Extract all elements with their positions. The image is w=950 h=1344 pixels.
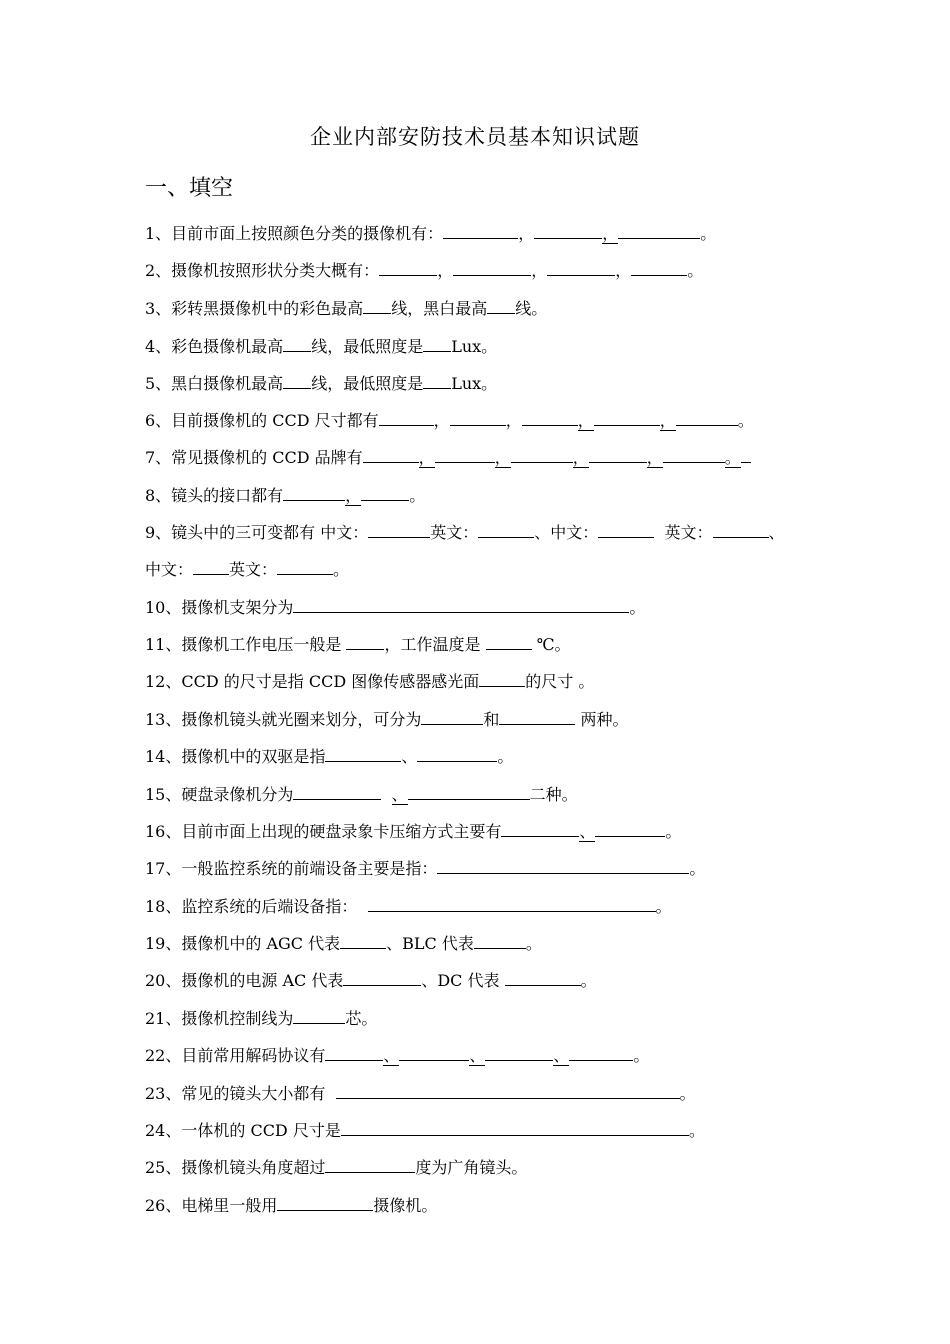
question-6: 6、目前摄像机的 CCD 尺寸都有 ， ， ， ， 。 bbox=[145, 411, 754, 430]
blank[interactable] bbox=[325, 1156, 415, 1173]
blank[interactable] bbox=[423, 335, 451, 352]
blank[interactable] bbox=[368, 521, 430, 538]
question-9: 9、镜头中的三可变都有 中文： 英文： 、中文： 英文： 、 bbox=[145, 523, 785, 542]
blank[interactable] bbox=[589, 446, 647, 463]
blank[interactable] bbox=[293, 596, 629, 613]
blank[interactable] bbox=[277, 1194, 373, 1211]
question-7: 7、常见摄像机的 CCD 品牌有 ， ， ， ， 。 bbox=[145, 446, 751, 468]
blank[interactable] bbox=[499, 708, 575, 725]
blank[interactable] bbox=[293, 1007, 345, 1024]
blank[interactable] bbox=[399, 1044, 469, 1061]
blank[interactable] bbox=[379, 409, 434, 426]
question-15: 15、硬盘录像机分为 、 二种。 bbox=[145, 785, 578, 804]
question-17: 17、一般监控系统的前端设备主要是指： 。 bbox=[145, 859, 706, 878]
blank[interactable] bbox=[293, 783, 381, 800]
question-13: 13、摄像机镜头就光圈来划分，可分为 和 两种。 bbox=[145, 710, 629, 729]
blank[interactable] bbox=[534, 222, 602, 239]
blank[interactable] bbox=[325, 745, 401, 762]
blank[interactable] bbox=[341, 1119, 689, 1136]
question-1: 1、目前市面上按照颜色分类的摄像机有： ， ， 。 bbox=[145, 224, 717, 243]
blank[interactable] bbox=[283, 335, 311, 352]
blank[interactable] bbox=[340, 932, 386, 949]
blank[interactable] bbox=[676, 409, 738, 426]
blank[interactable] bbox=[417, 745, 497, 762]
question-12: 12、CCD 的尺寸是指 CCD 图像传感器感光面 的尺寸 。 bbox=[145, 672, 595, 691]
blank[interactable] bbox=[631, 259, 687, 276]
blank[interactable] bbox=[478, 521, 534, 538]
question-10: 10、摄像机支架分为 。 bbox=[145, 598, 646, 617]
blank[interactable] bbox=[193, 558, 229, 575]
blank[interactable] bbox=[522, 409, 578, 426]
blank[interactable] bbox=[379, 259, 437, 276]
blank[interactable] bbox=[435, 446, 495, 463]
blank[interactable] bbox=[363, 297, 391, 314]
blank[interactable] bbox=[283, 372, 311, 389]
blank[interactable] bbox=[479, 670, 525, 687]
question-11: 11、摄像机工作电压一般是 ，工作温度是 ℃。 bbox=[145, 635, 571, 654]
blank[interactable] bbox=[569, 1044, 633, 1061]
blank[interactable] bbox=[713, 521, 769, 538]
question-14: 14、摄像机中的双驱是指 、 。 bbox=[145, 747, 514, 766]
blank[interactable] bbox=[277, 558, 333, 575]
question-23: 23、常见的镜头大小都有 。 bbox=[145, 1084, 696, 1103]
question-16: 16、目前市面上出现的硬盘录象卡压缩方式主要有 、 。 bbox=[145, 822, 682, 841]
question-8: 8、镜头的接口都有 ， 。 bbox=[145, 486, 426, 505]
blank[interactable] bbox=[437, 857, 689, 874]
blank[interactable] bbox=[505, 969, 581, 986]
blank[interactable] bbox=[336, 1082, 680, 1099]
page-title: 企业内部安防技术员基本知识试题 bbox=[310, 125, 640, 149]
blank[interactable] bbox=[421, 708, 483, 725]
question-20: 20、摄像机的电源 AC 代表 、DC 代表 。 bbox=[145, 971, 597, 990]
blank[interactable] bbox=[501, 820, 579, 837]
blank[interactable] bbox=[325, 1044, 383, 1061]
question-25: 25、摄像机镜头角度超过 度为广角镜头。 bbox=[145, 1158, 528, 1177]
question-4: 4、彩色摄像机最高 线，最低照度是 Lux。 bbox=[145, 337, 498, 356]
blank[interactable] bbox=[598, 521, 654, 538]
question-19: 19、摄像机中的 AGC 代表 、BLC 代表 。 bbox=[145, 934, 542, 953]
blank[interactable] bbox=[487, 297, 515, 314]
blank[interactable] bbox=[423, 372, 451, 389]
blank[interactable] bbox=[450, 409, 506, 426]
blank[interactable] bbox=[363, 446, 419, 463]
blank[interactable] bbox=[408, 783, 530, 800]
blank[interactable] bbox=[511, 446, 573, 463]
question-24: 24、一体机的 CCD 尺寸是 。 bbox=[145, 1121, 705, 1140]
blank[interactable] bbox=[486, 633, 532, 650]
blank[interactable] bbox=[547, 259, 615, 276]
blank[interactable] bbox=[346, 633, 384, 650]
blank[interactable] bbox=[443, 222, 518, 239]
question-21: 21、摄像机控制线为 芯。 bbox=[145, 1009, 378, 1028]
blank[interactable] bbox=[485, 1044, 553, 1061]
question-18: 18、监控系统的后端设备指： 。 bbox=[145, 897, 672, 916]
blank[interactable] bbox=[474, 932, 526, 949]
question-9-continued: 中文： 英文： 。 bbox=[145, 560, 350, 579]
blank[interactable] bbox=[361, 484, 409, 501]
blank[interactable] bbox=[663, 446, 725, 463]
section-heading: 一、填空 bbox=[145, 176, 234, 201]
blank[interactable] bbox=[453, 259, 531, 276]
blank[interactable] bbox=[595, 820, 665, 837]
blank[interactable] bbox=[283, 484, 345, 501]
question-2: 2、摄像机按照形状分类大概有： ， ， ， 。 bbox=[145, 261, 704, 280]
question-3: 3、彩转黑摄像机中的彩色最高 线，黑白最高 线。 bbox=[145, 299, 548, 318]
blank[interactable] bbox=[368, 895, 656, 912]
blank[interactable] bbox=[594, 409, 660, 426]
question-5: 5、黑白摄像机最高 线，最低照度是 Lux。 bbox=[145, 374, 498, 393]
blank[interactable] bbox=[618, 222, 700, 239]
blank[interactable] bbox=[343, 969, 421, 986]
question-26: 26、电梯里一般用 摄像机。 bbox=[145, 1196, 438, 1215]
question-22: 22、目前常用解码协议有 、 、 、 。 bbox=[145, 1046, 650, 1065]
